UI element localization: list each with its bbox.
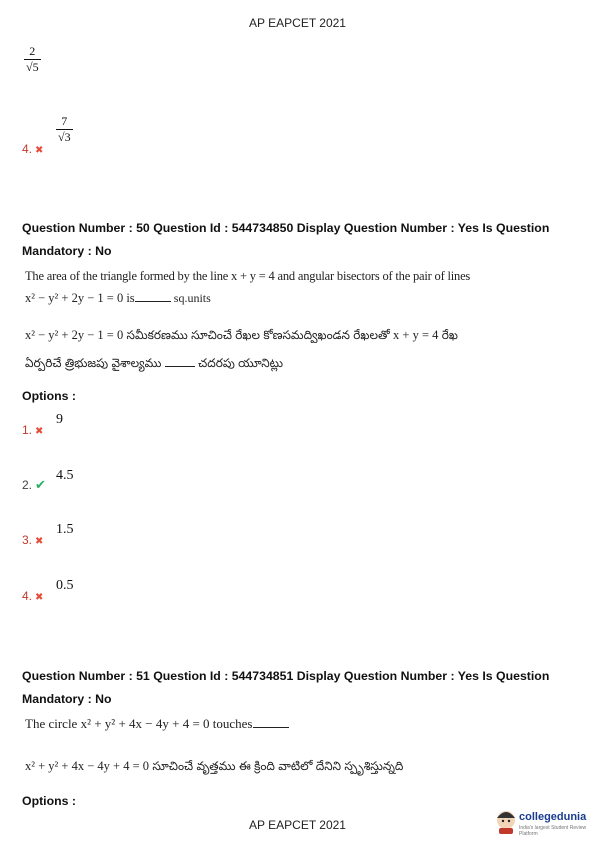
q50-option-1: 1. ✖ (22, 423, 44, 437)
answer-blank (135, 301, 171, 302)
q51-header-line2: Mandatory : No (22, 692, 112, 706)
q50-english-line2: x² − y² + 2y − 1 = 0 is sq.units (25, 291, 211, 305)
prev-option-3-value (24, 42, 41, 73)
cross-icon: ✖ (35, 592, 44, 603)
q50-option-4-value: 0.5 (56, 578, 74, 593)
answer-blank (253, 727, 289, 728)
page-header: AP EAPCET 2021 (249, 16, 346, 30)
q50-telugu-line1: x² − y² + 2y − 1 = 0 సమీకరణము సూచించే రేఖల కోణసమద్విఖండన రేఖలతో x + y = 4 రేఖ (25, 328, 458, 342)
prev-option-4: 4. ✖ (22, 142, 44, 156)
q50-option-3: 3. ✖ (22, 533, 44, 547)
logo-brand-text: collegedunia (519, 811, 587, 823)
check-icon: ✔ (35, 477, 46, 492)
fraction: $\frac{7}{√3}$ (58, 114, 71, 144)
q51-telugu-line: x² + y² + 4x − 4y + 4 = 0 సూచించే వృత్తము ఈ క్రింది వాటిలో దేనిని స్పృశిస్తున్నది (25, 759, 404, 773)
fraction: $\frac{2}{√5}$ (26, 44, 39, 74)
cross-icon: ✖ (35, 426, 44, 437)
logo-tagline: India's largest Student Review Platform (519, 825, 587, 837)
q51-english-line: The circle x² + y² + 4x − 4y + 4 = 0 touches (25, 716, 289, 732)
page-footer: AP EAPCET 2021 (249, 818, 346, 832)
cross-icon: ✖ (35, 145, 44, 156)
answer-blank (165, 366, 195, 367)
q50-option-4: 4. ✖ (22, 589, 44, 603)
q50-english-line1: The area of the triangle formed by the line x + y = 4 and angular bisectors of the pair of lines (25, 269, 471, 283)
collegedunia-logo (495, 808, 593, 836)
q50-option-2-value: 4.5 (56, 468, 74, 483)
q50-telugu-line2: ఏర్పరిచే త్రిభుజపు వైశాల్యము చదరపు యూనిట్లు (25, 356, 284, 370)
mascot-icon (495, 808, 517, 834)
q50-option-3-value: 1.5 (56, 522, 74, 537)
q50-options-label: Options : (22, 389, 76, 403)
q51-header-line1: Question Number : 51 Question Id : 544734851 Display Question Number : Yes Is Question (22, 669, 550, 683)
cross-icon: ✖ (35, 536, 44, 547)
q51-options-label: Options : (22, 794, 76, 808)
prev-option-4-value (56, 112, 73, 143)
q50-header-line1: Question Number : 50 Question Id : 544734850 Display Question Number : Yes Is Question (22, 221, 550, 235)
q50-option-2: 2. ✔ (22, 477, 46, 492)
q50-option-1-value: 9 (56, 412, 63, 427)
q50-header-line2: Mandatory : No (22, 244, 112, 258)
